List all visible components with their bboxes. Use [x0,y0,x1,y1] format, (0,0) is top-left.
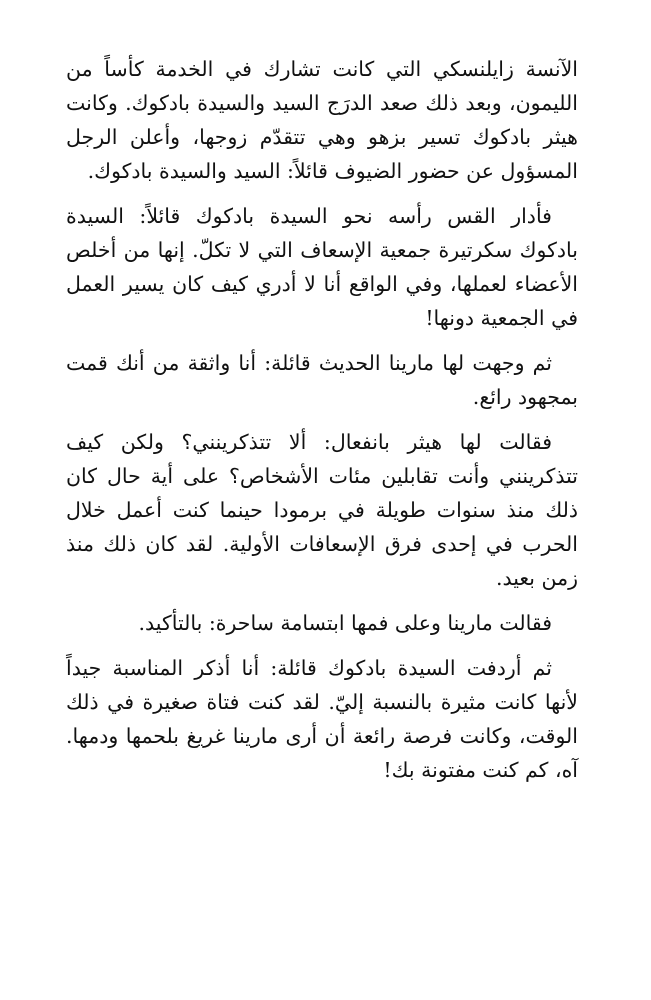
paragraph-4: فقالت لها هيثر بانفعال: ألا تتذكرينني؟ ولكن كيف تتذكرينني وأنت تقابلين مئات الأشخاص؟ على أية حال كان ذلك منذ سنوات طويلة في برمودا حينما كنت أعمل خلال الحرب في إحدى فرق الإسعافات الأولية. لقد كان ذلك منذ زمن بعيد. [66,430,578,590]
paragraph-3: ثم وجهت لها مارينا الحديث قائلة: أنا واثقة من أنك قمت بمجهود رائع. [66,351,578,409]
paragraph-5: فقالت مارينا وعلى فمها ابتسامة ساحرة: بالتأكيد. [138,611,552,635]
paragraph-6: ثم أردفت السيدة بادكوك قائلة: أنا أذكر المناسبة جيداً لأنها كانت مثيرة بالنسبة إليّ. لقد كنت فتاة صغيرة في ذلك الوقت، وكانت فرصة رائعة أن أرى مارينا غريغ بلحمها ودمها. آه، كم كنت مفتونة بك! [66,656,578,782]
paragraph-1: الآنسة زايلنسكي التي كانت تشارك في الخدمة كأساً من الليمون، وبعد ذلك صعد الدرَج السيد والسيدة بادكوك. وكانت هيثر بادكوك تسير بزهو وهي تتقدّم زوجها، وأعلن الرجل المسؤول عن حضور الضيوف قائلاً: السيد والسيدة بادكوك. [66,57,578,183]
book-page [66,52,578,798]
paragraph-2: فأدار القس رأسه نحو السيدة بادكوك قائلاً: السيدة بادكوك سكرتيرة جمعية الإسعاف التي لا تكلّ. إنها من أخلص الأعضاء لعملها، وفي الواقع أنا لا أدري كيف كان يسير العمل في الجمعية دونها! [66,204,578,330]
